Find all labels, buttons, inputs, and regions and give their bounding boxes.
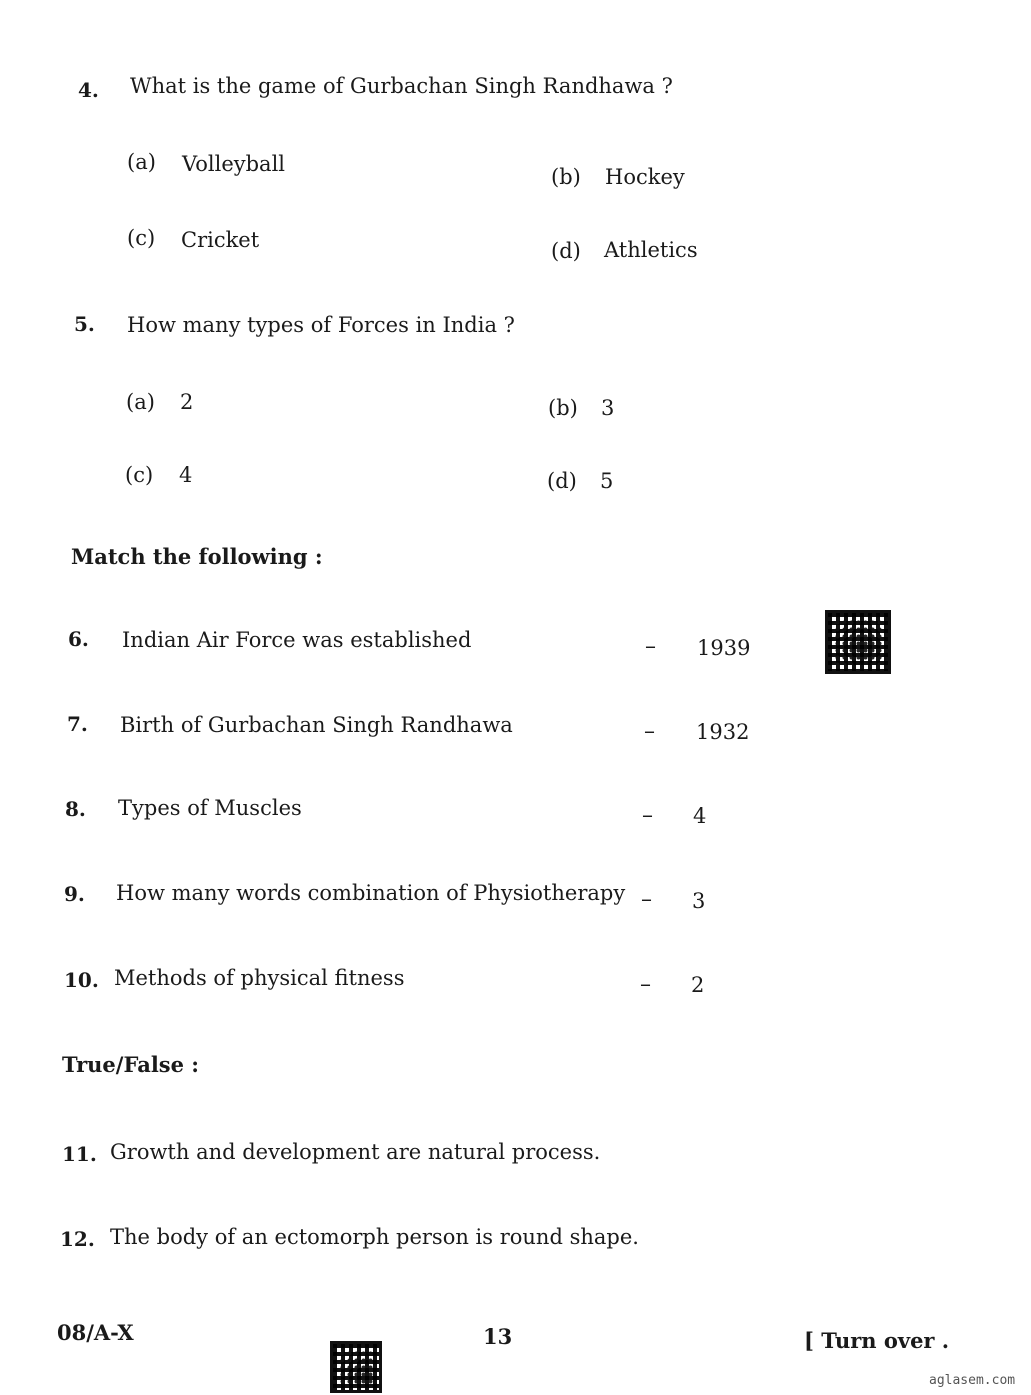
watermark: aglasem.com [929, 1373, 1016, 1388]
option-text: Volleyball [182, 152, 286, 176]
match-dash: – [642, 803, 653, 828]
match-value: 2 [691, 973, 705, 997]
question-text: What is the game of Gurbachan Singh Randhawa ? [130, 74, 673, 98]
question-number: 9. [64, 882, 85, 906]
option-label: (c) [127, 226, 156, 250]
match-value: 4 [693, 804, 707, 828]
option-text: 3 [601, 396, 615, 420]
option-label: (d) [547, 469, 577, 493]
match-item-text: Methods of physical fitness [114, 966, 405, 990]
match-item-text: Birth of Gurbachan Singh Randhawa [120, 713, 513, 737]
option-text: Cricket [181, 228, 260, 252]
question-text: How many types of Forces in India ? [127, 313, 515, 337]
true-false-statement: Growth and development are natural process. [110, 1140, 601, 1164]
question-number: 7. [67, 712, 88, 736]
option-text: 2 [180, 390, 194, 414]
question-number: 4. [78, 78, 99, 102]
match-dash: – [644, 719, 655, 744]
match-item-text: Types of Muscles [118, 796, 302, 820]
match-item-text: Indian Air Force was established [122, 628, 472, 652]
option-text: 4 [179, 463, 193, 487]
question-number: 5. [74, 312, 95, 336]
question-number: 6. [68, 627, 89, 651]
question-number: 10. [64, 968, 99, 992]
option-label: (b) [548, 396, 578, 420]
option-text: Athletics [604, 238, 698, 262]
match-value: 1939 [697, 636, 751, 660]
option-label: (a) [126, 390, 155, 414]
section-heading-match: Match the following : [71, 544, 323, 569]
question-number: 11. [62, 1142, 97, 1166]
question-number: 12. [60, 1227, 95, 1251]
match-dash: – [640, 972, 651, 997]
option-label: (d) [551, 239, 581, 263]
match-value: 3 [692, 889, 706, 913]
match-dash: – [641, 887, 652, 912]
match-dash: – [645, 634, 656, 659]
paper-code: 08/A-X [57, 1320, 134, 1345]
option-label: (b) [551, 165, 581, 189]
option-text: Hockey [605, 165, 685, 189]
turn-over-note: [ Turn over . [804, 1328, 950, 1353]
section-heading-true-false: True/False : [62, 1052, 200, 1077]
qr-code-icon [825, 610, 891, 674]
qr-code-icon [330, 1341, 382, 1393]
option-text: 5 [600, 469, 614, 493]
match-value: 1932 [696, 720, 750, 744]
option-label: (a) [127, 150, 156, 174]
question-number: 8. [65, 797, 86, 821]
match-item-text: How many words combination of Physiotherapy [116, 881, 626, 905]
page-number: 13 [483, 1324, 513, 1349]
true-false-statement: The body of an ectomorph person is round shape. [110, 1225, 639, 1249]
option-label: (c) [125, 463, 154, 487]
